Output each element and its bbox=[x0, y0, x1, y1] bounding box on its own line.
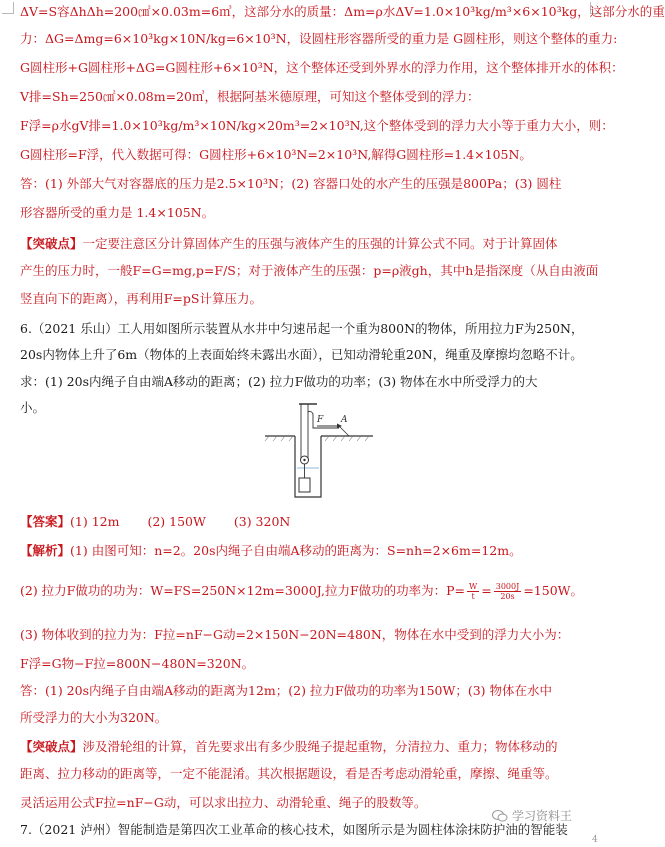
fraction-3000j-over-20s: $\frac{3000J}{20s}$ bbox=[495, 582, 520, 601]
analysis-line: (2) 拉力F做功的功为：W=FS=250N×12m=3000J,拉力F做功的功率为：P= $\frac{W}{t}$ = $\frac{3000J}{20s}$ =150W。 bbox=[20, 582, 583, 601]
watermark bbox=[492, 807, 572, 824]
answer-3: (3) 320N bbox=[233, 514, 291, 529]
pulley-well-diagram bbox=[245, 402, 375, 502]
pulley-axle bbox=[303, 459, 305, 461]
free-end-line bbox=[339, 426, 349, 436]
analysis-text: 所受浮力的大小为320N。 bbox=[20, 710, 168, 725]
breakpoint-text: 涉及滑轮组的计算，首先要求出有多少股绳子提起重物，分清拉力、重力；物体移动的 bbox=[82, 739, 558, 754]
object-block bbox=[299, 478, 310, 492]
solution-line: G圆柱形=F浮，代入数据可得：G圆柱形+6×10³N=2×10³N,解得G圆柱形=1.4×105N。 bbox=[20, 147, 532, 162]
watermark-text: 学习资料王 bbox=[512, 809, 573, 823]
label-F: F bbox=[317, 415, 324, 425]
analysis-tag: 【解析】 bbox=[20, 543, 71, 558]
wechat-icon bbox=[492, 809, 508, 823]
breakpoint-paragraph bbox=[20, 235, 586, 253]
solution-line: 力：ΔG=Δmg=6×10³kg×10N/kg=6×10³N，设圆柱形容器所受的重力是 G圆柱形，则这个整体的重力: bbox=[20, 31, 618, 46]
page-number: 4 bbox=[592, 835, 598, 845]
analysis-text: (1) 由图可知：n=2。20s内绳子自由端A移动的距离为：S=nh=2×6m=12m。 bbox=[70, 543, 522, 558]
problem-6-text: 6.（2021 乐山）工人用如图所示装置从水井中匀速吊起一个重为800N的物体，所用拉力F为250N， bbox=[20, 321, 584, 336]
ground-hatching bbox=[265, 436, 369, 441]
answer-1: (1) 12m bbox=[70, 514, 120, 529]
analysis-text: (2) 拉力F做功的功为：W=FS=250N×12m=3000J,拉力F做功的功率为：P= bbox=[20, 583, 466, 598]
breakpoint-tag: 【突破点】 bbox=[20, 236, 83, 251]
page-corner-mark bbox=[2, 2, 14, 14]
solution-line: F浮=ρ水gV排=1.0×10³kg/m³×10N/kg×20m³=2×10³N,这个整体受到的浮力大小等于重力大小，则： bbox=[20, 118, 614, 133]
breakpoint-text: 一定要注意区分计算固体产生的压强与液体产生的压强的计算公式不同。对于计算固体 bbox=[82, 236, 558, 251]
problem-6-text: 求：(1) 20s内绳子自由端A移动的距离；(2) 拉力F做功的功率；(3) 物体在水中所受浮力的大 bbox=[20, 374, 538, 389]
breakpoint-paragraph bbox=[20, 738, 586, 756]
analysis-text: F浮=G物−F拉=800N−480N=320N。 bbox=[20, 656, 255, 671]
label-A: A bbox=[341, 415, 348, 425]
analysis-text: 答：(1) 20s内绳子自由端A移动的距离为12m；(2) 拉力F做功的功率为150W；(3) 物体在水中 bbox=[20, 683, 553, 698]
analysis-line bbox=[20, 542, 586, 560]
problem-6-text: 20s内物体上升了6m（物体的上表面始终未露出水面），已知动滑轮重20N，绳重及摩擦均忽略不计。 bbox=[20, 347, 583, 362]
problem-7-text: 7.（2021 泸州）智能制造是第四次工业革命的核心技术，如图所示是为圆柱体涂抹防护油的智能装 bbox=[20, 822, 568, 837]
breakpoint-text: 产生的压力时，一般F=G=mg,p=F/S；对于液体产生的压强：p=ρ液gh，其中h是指深度（从自由液面 bbox=[20, 263, 599, 278]
solution-line: ΔV=S容ΔhΔh=200㎠×0.03m=6㎥，这部分水的质量：Δm=ρ水ΔV=1.0×10³kg/m³×6×10³kg，这部分水的重 bbox=[20, 4, 665, 19]
solution-line: 形容器所受的重力是 1.4×105N。 bbox=[20, 205, 215, 220]
answer-tag: 【答案】 bbox=[20, 514, 71, 529]
analysis-text: (3) 物体收到的拉力为：F拉=nF−G动=2×150N−20N=480N，物体在水中受到的浮力大小为： bbox=[20, 627, 570, 642]
rope-to-free-end bbox=[308, 411, 339, 428]
fraction-w-over-t: $\frac{W}{t}$ bbox=[469, 582, 478, 601]
answer-2: (2) 150W bbox=[147, 514, 206, 529]
breakpoint-tag: 【突破点】 bbox=[20, 739, 83, 754]
solution-line: V排=Sh=250㎠×0.08m=20㎥，根据阿基米德原理，可知这个整体受到的浮力： bbox=[20, 89, 480, 104]
breakpoint-text: 竖直向下的距离），再利用F=pS计算压力。 bbox=[20, 291, 262, 306]
solution-line: G圆柱形+G圆柱形+ΔG=G圆柱形+6×10³N，这个整体还受到外界水的浮力作用，这个整体排开水的体积： bbox=[20, 60, 624, 75]
problem-6-text: 小。 bbox=[20, 400, 46, 415]
breakpoint-text: 距离、拉力移动的距离等，一定不能混淆。其次根据题设，看是否考虑动滑轮重，摩擦、绳重等。 bbox=[20, 766, 558, 781]
solution-line: 答：(1) 外部大气对容器底的压力是2.5×10³N；(2) 容器口处的水产生的压强是800Pa；(3) 圆柱 bbox=[20, 176, 562, 191]
answer-line bbox=[20, 513, 586, 531]
breakpoint-text: 灵活运用公式F拉=nF−G动，可以求出拉力、动滑轮重、绳子的股数等。 bbox=[20, 795, 427, 810]
